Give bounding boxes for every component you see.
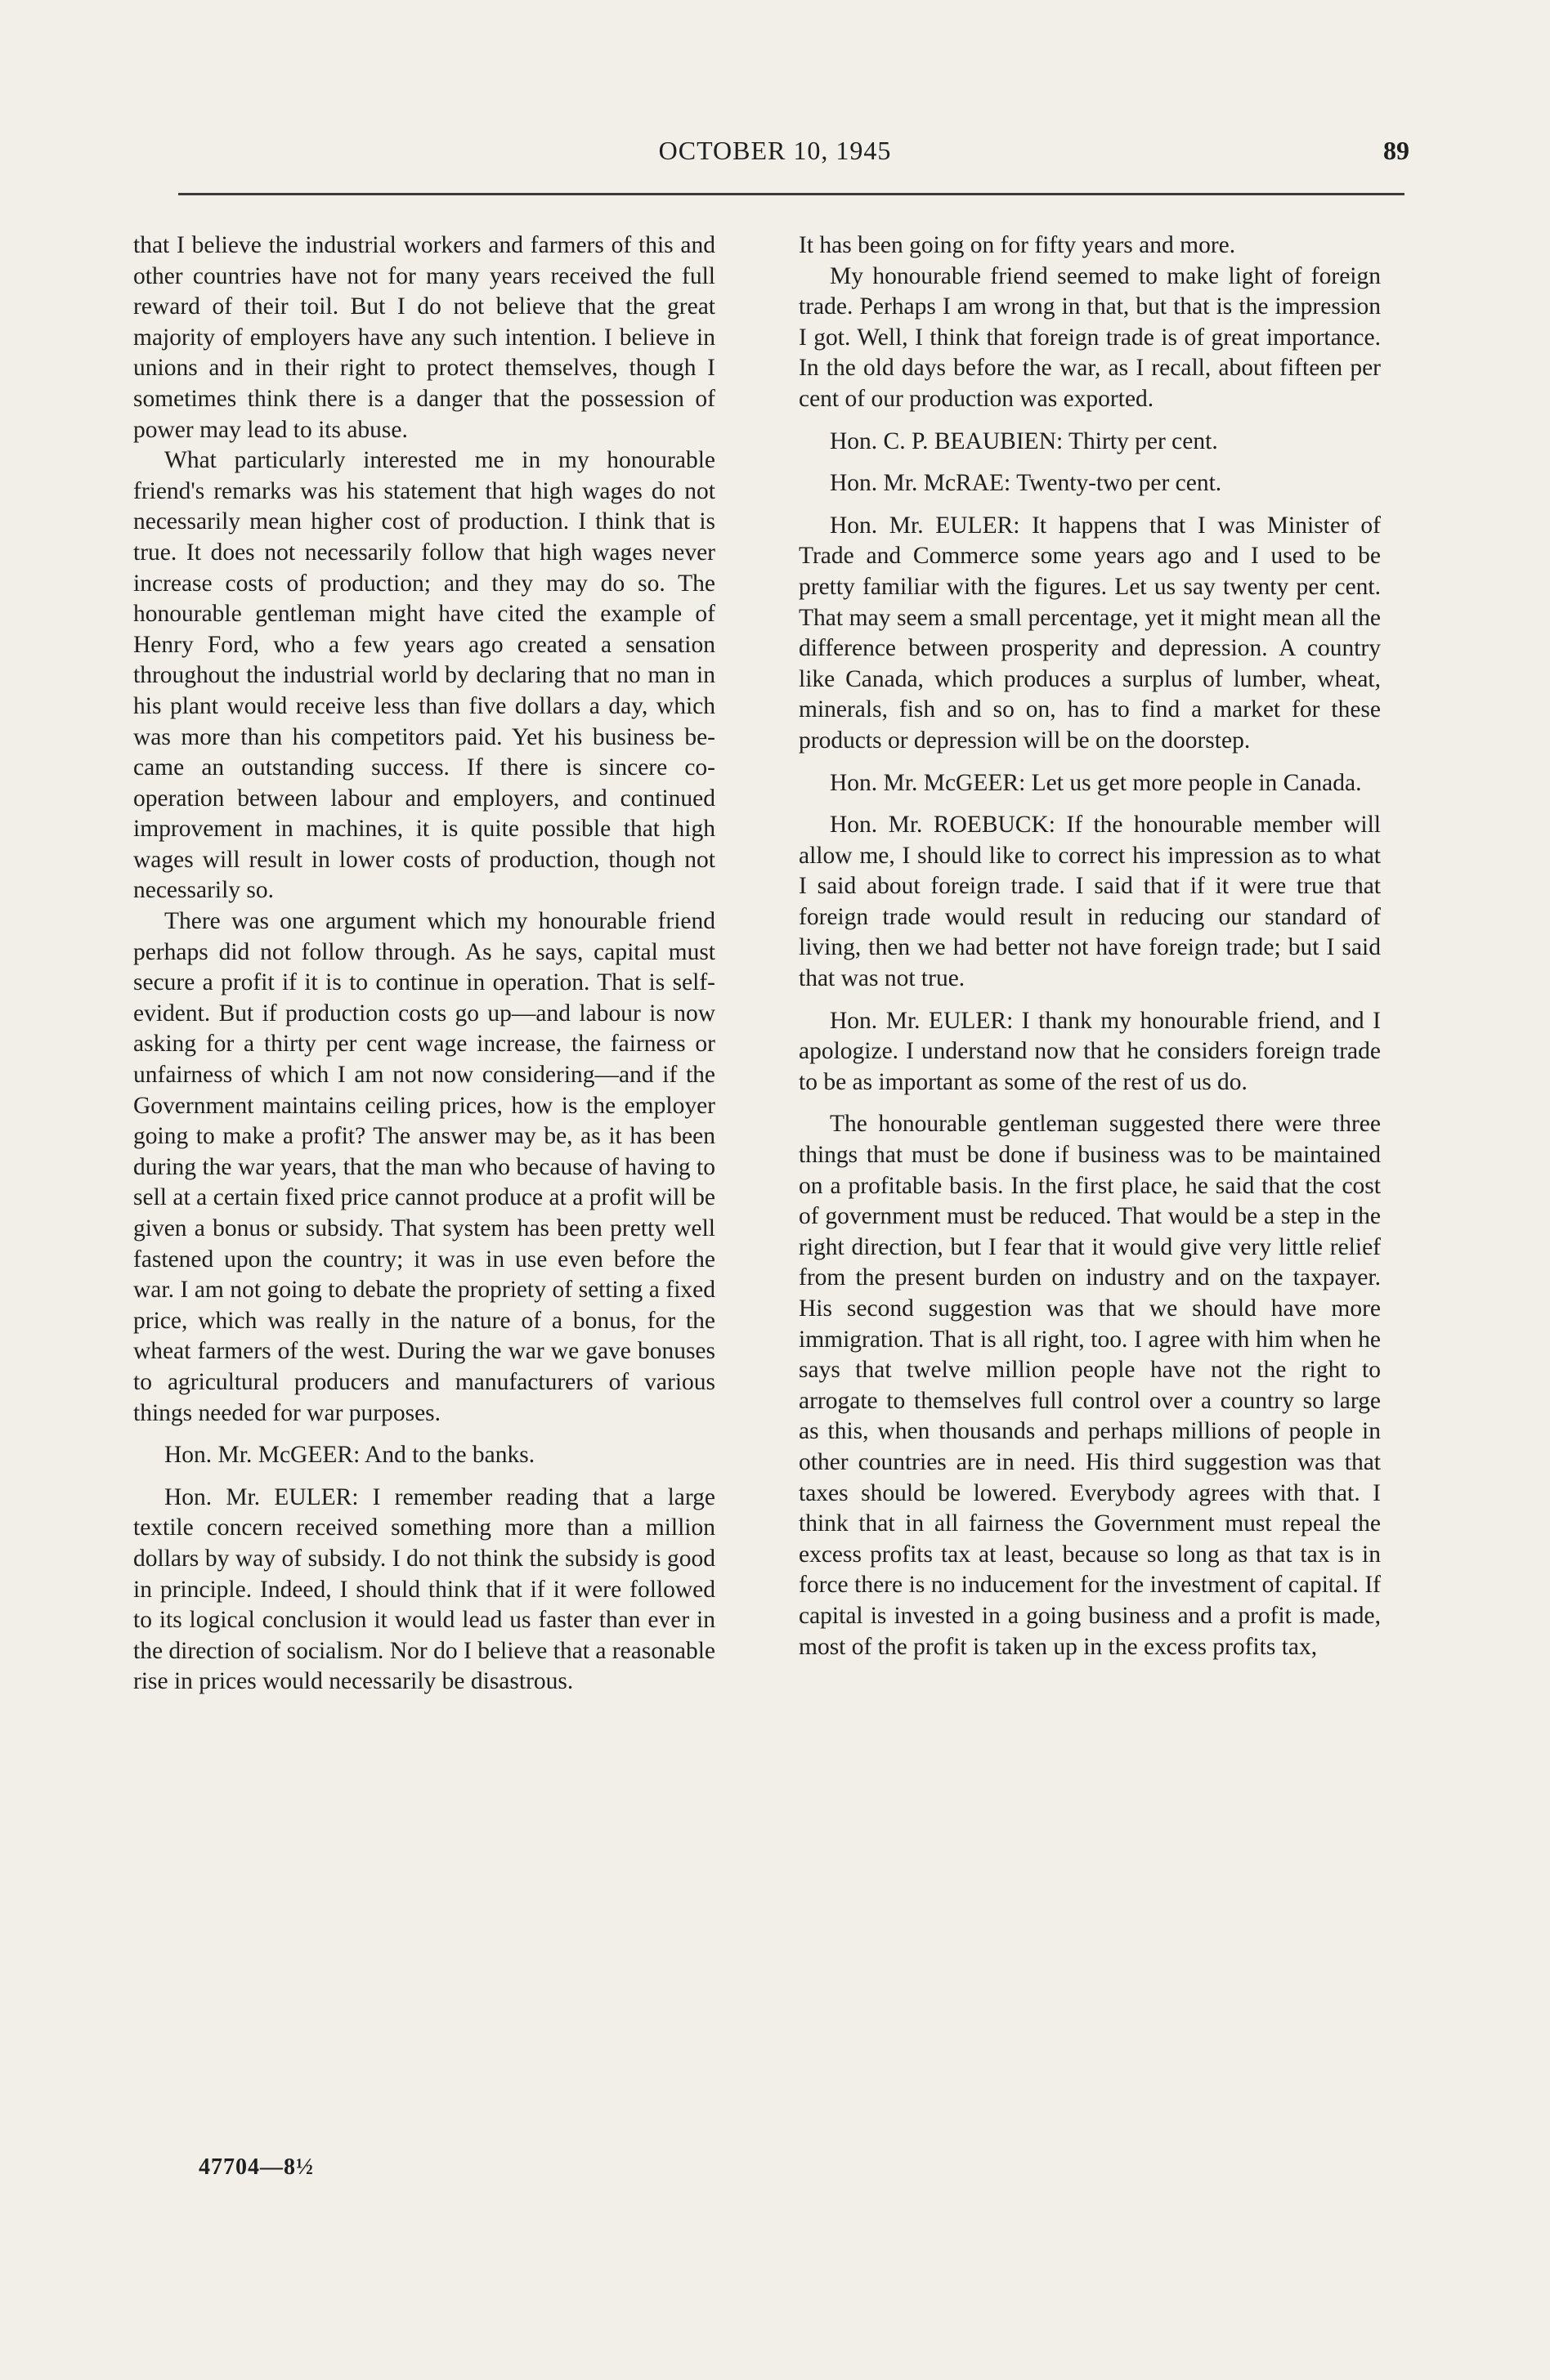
paragraph: that I believe the industrial workers and farmers of this and other countries have not for many years received the full reward of their toil. But I do not believe that the great majority of employers have any such intention. I believe in unions and in their right to protect themselves, though I sometimes think there is a danger that the possession of power may lead to its abuse. [133, 232, 715, 443]
speech-paragraph: Hon. Mr. McGEER: And to the banks. [164, 1442, 535, 1469]
paragraph: It has been going on for fifty years and more. [799, 232, 1236, 258]
page-header [0, 134, 1550, 175]
page-number: 89 [1383, 136, 1409, 165]
paragraph: My honourable friend seemed to make light of foreign trade. Perhaps I am wrong in that, but that is the impression I got. Well, I think that foreign trade is of great importance. In the old days before the war, as I recall, about fifteen per cent of our production was exported. [799, 262, 1381, 412]
print-code: 47704—8½ [199, 2154, 314, 2180]
page-title: OCTOBER 10, 1945 [658, 136, 892, 165]
speech-paragraph: Hon. Mr. EULER: It happens that I was Minister of Trade and Commerce some years ago and I used to be pretty familiar with the figures. Let us say twenty per cent. That may seem a small percentage, yet it might mean all the difference between prosperity and depression. A country like Canada, which produces a surplus of lumber, wheat, minerals, fish and so on, has to find a market for these products or depression will be on the doorstep. [799, 512, 1381, 754]
speech-paragraph: The honourable gentleman suggested there were three things that must be done if business was to be maintained on a profitable basis. In the first place, he said that the cost of government must be reduced. That would be a step in the right direction, but I fear that it would give very little relief from the present burden on industry and on the taxpayer. His second suggestion was that we should have more immigration. That is all right, too. I agree with him when he says that twelve million people have not the right to arrogate to themselves full control over a country so large as this, when thousands and perhaps millions of people in other countries are in need. His third suggestion was that taxes should be lowered. Everybody agrees with that. I think that in all fairness the Government must repeal the excess profits tax at least, because so long as that tax is in force there is no inducement for the investment of capital. If capital is invested in a going business and a profit is made, most of the profit is taken up in the excess profits tax, [799, 1111, 1381, 1660]
left-column [133, 230, 715, 1698]
right-column [799, 230, 1381, 1662]
speech-paragraph: Hon. Mr. ROEBUCK: If the honourable member will allow me, I should like to correct his impression as to what I said about foreign trade. I said that if it were true that foreign trade would result in reducing our standard of living, then we had better not have foreign trade; but I said that was not true. [799, 812, 1381, 992]
speech-paragraph: Hon. Mr. McGEER: Let us get more people in Canada. [830, 769, 1362, 796]
speech-paragraph: Hon. Mr. EULER: I remember reading that a large textile concern received something more than a million dollars by way of subsidy. I do not think the subsidy is good in principle. Indeed, I should think that if it were followed to its logical conclusion it would lead us faster than ever in the direction of socialism. Nor do I believe that a reasonable rise in prices would necessarily be disastrous. [133, 1483, 715, 1695]
speech-paragraph: Hon. Mr. McRAE: Twenty-two per cent. [830, 470, 1222, 497]
speech-paragraph: Hon. Mr. EULER: I thank my honourable friend, and I apologize. I understand now that he considers foreign trade to be as important as some of the rest of us do. [799, 1007, 1381, 1095]
speech-paragraph: Hon. C. P. BEAUBIEN: Thirty per cent. [830, 427, 1218, 454]
header-rule [178, 193, 1404, 195]
paragraph: What particularly interested me in my honourable friend's remarks was his statement that high wages do not necessarily mean higher cost of production. I think that is true. It does not necessarily follow that high wages never increase costs of production; and they may do so. The honourable gentleman might have cited the example of Henry Ford, who a few years ago created a sensation throughout the industrial world by declaring that no man in his plant would receive less than five dollars a day, which was more than his competitors paid. Yet his business became an outstanding success. If there is sincere co-operation between labour and employers, and continued improvement in machines, it is quite possible that high wages will result in lower costs of production, though not necessarily so. [133, 447, 715, 904]
paragraph: There was one argument which my honourable friend perhaps did not follow through. As he says, capital must secure a profit if it is to continue in operation. That is self-evident. But if production costs go up—and labour is now asking for a thirty per cent wage increase, the fairness or unfairness of which I am not now considering—and if the Government maintains ceiling prices, how is the employer going to make a profit? The answer may be, as it has been during the war years, that the man who because of having to sell at a certain fixed price cannot produce at a profit will be given a bonus or subsidy. That system has been pretty well fastened upon the country; it was in use even before the war. I am not going to debate the propriety of setting a fixed price, which was really in the nature of a bonus, for the wheat farmers of the west. During the war we gave bonuses to agricultural producers and manufacturers of various things needed for war purposes. [133, 908, 715, 1426]
